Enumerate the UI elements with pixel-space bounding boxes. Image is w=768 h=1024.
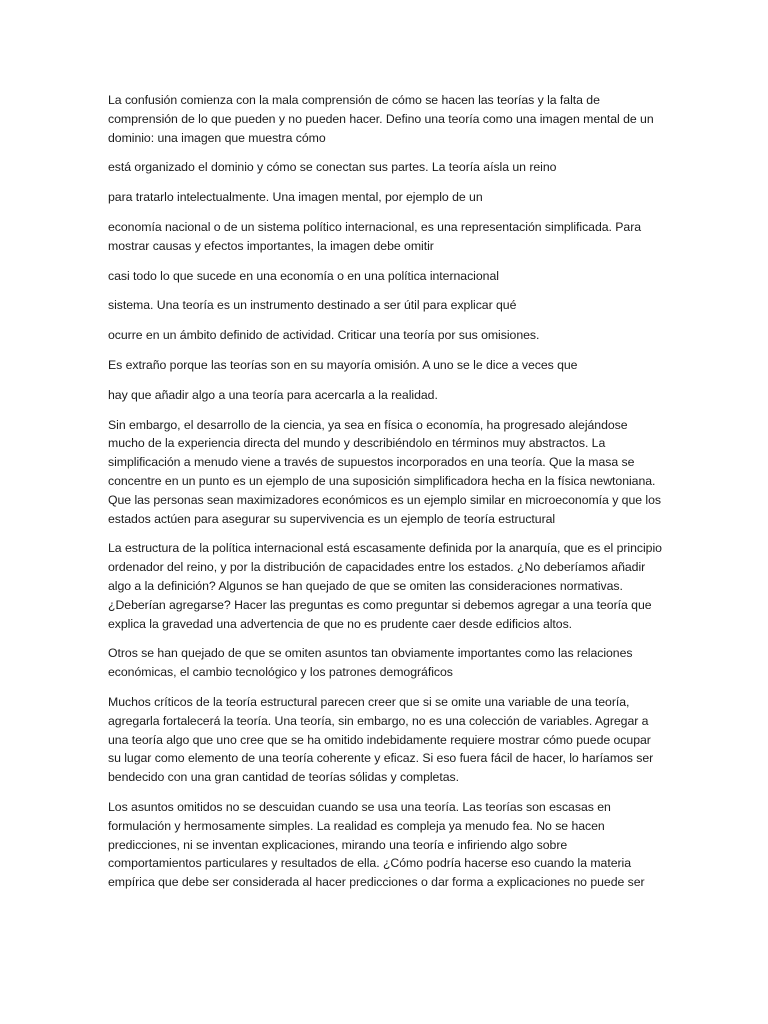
paragraph-1: La confusión comienza con la mala comprensión de cómo se hacen las teorías y la falta de comprensión de lo que pueden y no pueden hacer. Defino una teoría como una imagen mental de un dominio: una imagen que muestra cómo <box>108 93 654 145</box>
document-body <box>108 91 664 903</box>
paragraph-12: Otros se han quejado de que se omiten asuntos tan obviamente importantes como las relaciones económicas, el cambio tecnológico y los patrones demográficos <box>108 646 633 680</box>
paragraph-14: Los asuntos omitidos no se descuidan cuando se usa una teoría. Las teorías son escasas en formulación y hermosamente simples. La realidad es compleja ya menudo fea. No se hacen predicciones, ni se inventan explicaciones, mirando una teoría e infiriendo algo sobre comportamientos particulares y resultados de ella. ¿Cómo podría hacerse eso cuando la materia empírica que debe ser considerada al hacer predicciones o dar forma a explicaciones no puede ser <box>108 799 645 890</box>
paragraph-10: Sin embargo, el desarrollo de la ciencia, ya sea en física o economía, ha progresado alejándose mucho de la experiencia directa del mundo y describiéndolo en términos muy abstractos. La simplificación a menudo viene a través de supuestos incorporados en una teoría. Que la masa se concentre en un punto es un ejemplo de una suposición simplificadora hecha en la física newtoniana. Que las personas sean maximizadores económicos es un ejemplo similar en microeconomía y que los estados actúen para asegurar su supervivencia es un ejemplo de teoría estructural <box>108 417 661 526</box>
paragraph-9: hay que añadir algo a una teoría para acercarla a la realidad. <box>108 387 438 402</box>
paragraph-3: para tratarlo intelectualmente. Una imagen mental, por ejemplo de un <box>108 190 483 205</box>
paragraph-5: casi todo lo que sucede en una economía o en una política internacional <box>108 268 499 283</box>
paragraph-7: ocurre en un ámbito definido de actividad. Criticar una teoría por sus omisiones. <box>108 328 540 343</box>
paragraph-13: Muchos críticos de la teoría estructural parecen creer que si se omite una variable de una teoría, agregarla fortalecerá la teoría. Una teoría, sin embargo, no es una colección de variables. Agregar a una teoría algo que uno cree que se ha omitido indebidamente requiere mostrar cómo puede ocupar su lugar como elemento de una teoría coherente y eficaz. Si eso fuera fácil de hacer, lo haríamos ser bendecido con una gran cantidad de teorías sólidas y completas. <box>108 694 654 785</box>
paragraph-6: sistema. Una teoría es un instrumento destinado a ser útil para explicar qué <box>108 298 517 313</box>
paragraph-8: Es extraño porque las teorías son en su mayoría omisión. A uno se le dice a veces que <box>108 357 578 372</box>
paragraph-2: está organizado el dominio y cómo se conectan sus partes. La teoría aísla un reino <box>108 160 557 175</box>
paragraph-4: economía nacional o de un sistema político internacional, es una representación simplificada. Para mostrar causas y efectos importantes, la imagen debe omitir <box>108 219 642 253</box>
paragraph-11: La estructura de la política internacional está escasamente definida por la anarquía, que es el principio ordenador del reino, y por la distribución de capacidades entre los estados. ¿No deberíamos añadir algo a la definición? Algunos se han quejado de que se omiten las consideraciones normativas. ¿Deberían agregarse? Hacer las preguntas es como preguntar si debemos agregar a una teoría que explica la gravedad una advertencia de que no es prudente caer desde edificios altos. <box>108 541 662 631</box>
